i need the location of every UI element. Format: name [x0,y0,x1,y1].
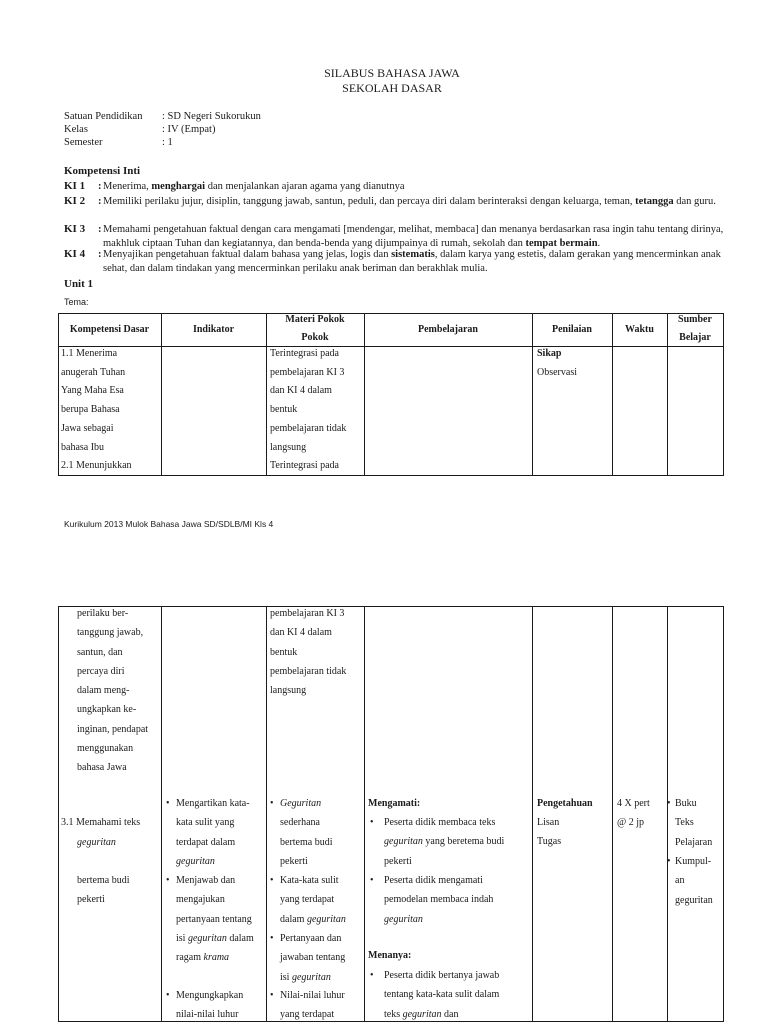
sumber-item: • Buku Teks Pelajaran [667,798,713,848]
ki-item-3: KI 3 : Memahami pengetahuan faktual dengan cara mengamati [mendengar, melihat, membaca] dan menanya berdasarkan rasa ingin tahu tentang dirinya, makhluk ciptaan Tuhan dan kegiatannya, dan benda-benda yang dijumpainya di rumah, sekolah dan tempat bermain. [64,223,724,249]
ki-code: KI 3 [64,223,86,235]
header-kompetensi-dasar: Kompetensi Dasar [69,324,150,335]
header-indikator: Indikator [192,324,235,335]
materi-item: • Pertanyaan dan jawaban tentang isi geguritan [270,933,346,983]
ki-item-4: KI 4 : Menyajikan pengetahuan faktual dalam bahasa yang jelas, logis dan sistematis, dalam karya yang estetis, dalam gerakan yang mencerminkan anak sehat, dan dalam tindakan yang mencerminkan perilaku anak beriman dan berakhlak mulia. [64,248,721,274]
cell-kompetensi-dasar: 1.1 Menerima anugerah Tuhan Yang Maha Esa berupa Bahasa Jawa sebagai bahasa Ibu 2.1 Menunjukkan [61,348,132,472]
cell-materi-pokok: Terintegrasi pada pembelajaran KI 3 dan KI 4 dalam bentuk pembelajaran tidak langsung Terintegrasi pada [270,348,347,472]
footer-note: Kurikulum 2013 Mulok Bahasa Jawa SD/SDLB/MI Kls 4 [64,519,274,529]
meta-label: Semester [64,137,103,148]
pembelajaran-item: • Peserta didik membaca teks geguritan yang beretema budi pekerti [370,817,505,867]
materi-item: • Geguritan sederhana bertema budi pekerti [270,798,333,867]
materi-item: • Kata-kata sulit yang terdapat dalam geguritan [270,875,346,925]
header-penilaian: Penilaian [551,324,592,335]
header-waktu: Waktu [625,324,654,335]
meta-value: : IV (Empat) [162,124,216,135]
ki-code: KI 4 [64,248,86,260]
waktu-value: 4 X pert @ 2 jp [617,798,650,829]
pembelajaran-mengamati-heading: Mengamati: [368,798,421,809]
meta-label: Satuan Pendidikan [64,111,143,122]
materi-item: • Nilai-nilai luhur yang terdapat [270,990,345,1021]
document-title-line-1: SILABUS BAHASA JAWA [324,66,460,80]
indikator-item: • Mengungkapkan nilai-nilai luhur [166,990,244,1021]
meta-row-semester [64,137,173,149]
ki-item-2: KI 2 : Memiliki perilaku jujur, disiplin, tanggung jawab, santun, peduli, dan percaya diri dalam berinteraksi dengan keluarga, teman, tetangga dan guru. [64,195,716,207]
tema-label: Tema: [64,297,89,307]
header-sumber-belajar: Sumber Belajar [678,314,712,343]
unit-label: Unit 1 [64,278,94,290]
meta-label: Kelas [64,124,88,135]
cell-penilaian-observasi: Observasi [537,367,577,378]
penilaian-pengetahuan: Pengetahuan [537,798,593,809]
cell-penilaian-sikap: Sikap [537,348,562,359]
pembelajaran-menanya-heading: Menanya: [368,950,412,961]
ki-code: KI 1 [64,180,86,192]
indikator-item: • Menjawab dan mengajukan pertanyaan tentang isi geguritan dalam ragam krama [166,875,254,964]
document-title-line-2: SEKOLAH DASAR [342,81,442,95]
pembelajaran-item: • Peserta didik bertanya jawab tentang kata-kata sulit dalam teks geguritan dan [370,970,500,1020]
sumber-item: • Kumpul- an geguritan [667,856,713,906]
meta-value: : 1 [162,137,173,148]
indikator-item: • Mengartikan kata- kata sulit yang terdapat dalam geguritan [166,798,250,867]
cell-kompetensi-dasar-cont: perilaku ber- tanggung jawab, santun, dan percaya diri dalam meng- ungkapkan ke- inginan, pendapat menggunakan bahasa Jawa [77,608,149,774]
penilaian-bentuk: Lisan Tugas [537,817,562,848]
cell-materi-pokok-cont: pembelajaran KI 3 dan KI 4 dalam bentuk pembelajaran tidak langsung [270,608,347,697]
header-materi-pokok: Materi Pokok Pokok [285,314,345,343]
meta-value: : SD Negeri Sukorukun [162,111,261,122]
ki-heading: Kompetensi Inti [64,165,141,177]
ki-code: KI 2 [64,195,86,207]
header-pembelajaran: Pembelajaran [418,324,478,335]
pembelajaran-item: • Peserta didik mengamati pemodelan membaca indah geguritan [370,875,494,925]
meta-row-satuan [64,111,261,123]
meta-row-kelas [64,124,215,136]
ki-item-1: KI 1 : Menerima, menghargai dan menjalankan ajaran agama yang dianutnya [64,180,405,192]
cell-kd-3-1: 3.1 Memahami teks geguritan bertema budi pekerti [61,817,141,906]
